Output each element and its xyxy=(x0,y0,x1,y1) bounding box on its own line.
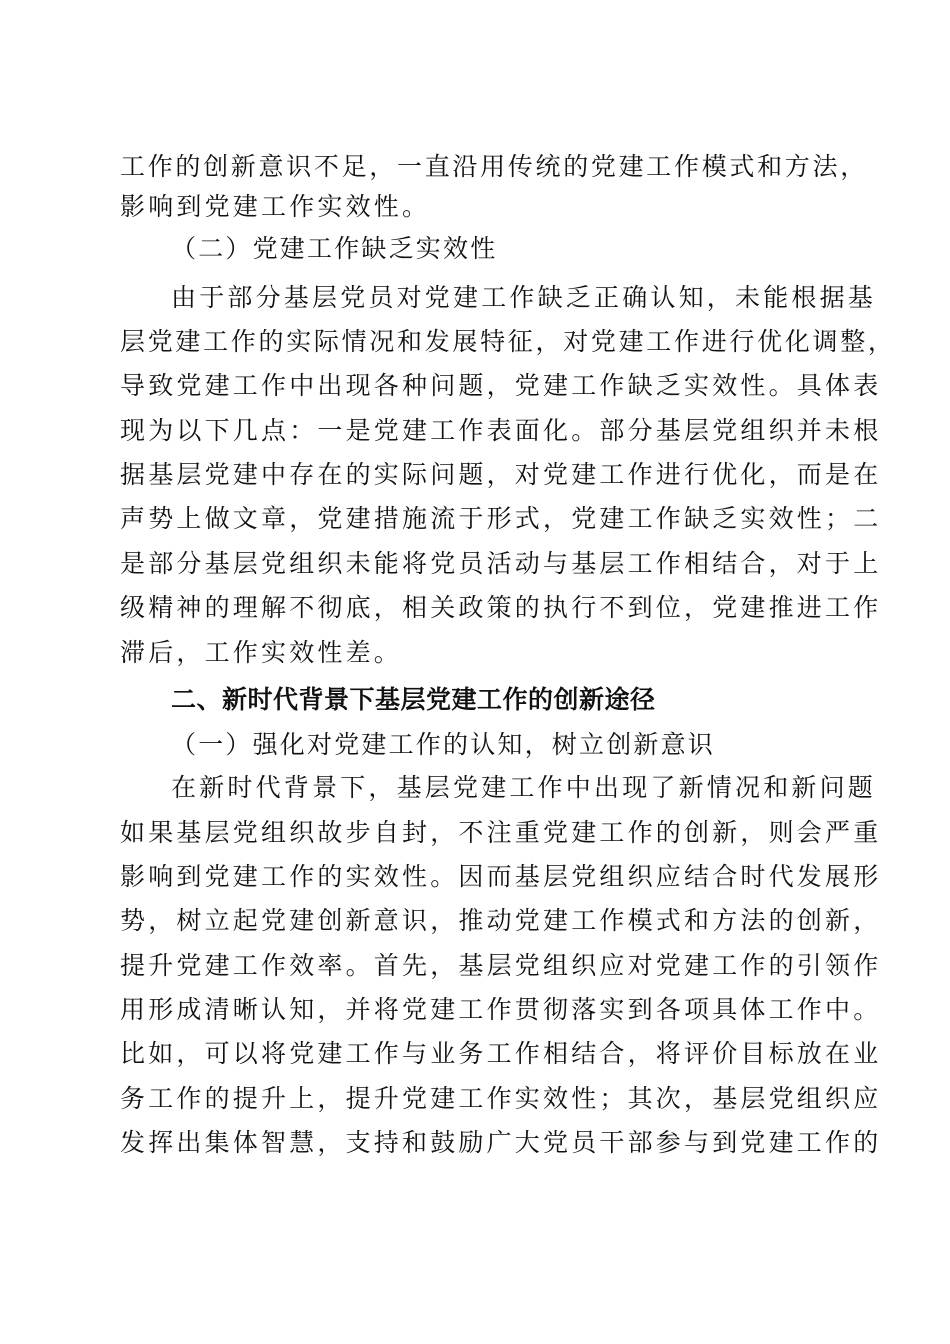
paragraph-line: 现为以下几点：一是党建工作表面化。部分基层党组织并未根 xyxy=(120,416,882,445)
paragraph-line: 由于部分基层党员对党建工作缺乏正确认知，未能根据基 xyxy=(171,283,877,312)
paragraph-line: 影响到党建工作实效性。 xyxy=(120,192,431,221)
paragraph-line: 导致党建工作中出现各种问题，党建工作缺乏实效性。具体表 xyxy=(120,371,882,400)
paragraph-line: 用形成清晰认知，并将党建工作贯彻落实到各项具体工作中。 xyxy=(120,995,882,1024)
paragraph-line: 比如，可以将党建工作与业务工作相结合，将评价目标放在业 xyxy=(120,1039,882,1068)
paragraph-line: 如果基层党组织故步自封，不注重党建工作的创新，则会严重 xyxy=(120,818,882,847)
section-subheading: （二）党建工作缺乏实效性 xyxy=(171,234,498,263)
paragraph-line: 务工作的提升上，提升党建工作实效性；其次，基层党组织应 xyxy=(120,1084,882,1113)
paragraph-line: 声势上做文章，党建措施流于形式，党建工作缺乏实效性；二 xyxy=(120,504,882,533)
section-subheading: （一）强化对党建工作的认知，树立创新意识 xyxy=(171,730,716,759)
paragraph-line: 滞后，工作实效性差。 xyxy=(120,638,403,667)
paragraph-line: 在新时代背景下，基层党建工作中出现了新情况和新问题 xyxy=(171,773,877,802)
paragraph-line: 工作的创新意识不足，一直沿用传统的党建工作模式和方法， xyxy=(120,152,868,181)
section-heading: 二、新时代背景下基层党建工作的创新途径 xyxy=(171,685,656,714)
paragraph-line: 发挥出集体智慧，支持和鼓励广大党员干部参与到党建工作的 xyxy=(120,1128,882,1157)
paragraph-line: 层党建工作的实际情况和发展特征，对党建工作进行优化调整， xyxy=(120,327,896,356)
paragraph-line: 是部分基层党组织未能将党员活动与基层工作相结合，对于上 xyxy=(120,549,882,578)
paragraph-line: 级精神的理解不彻底，相关政策的执行不到位，党建推进工作 xyxy=(120,593,882,622)
paragraph-line: 提升党建工作效率。首先，基层党组织应对党建工作的引领作 xyxy=(120,951,882,980)
paragraph-line: 影响到党建工作的实效性。因而基层党组织应结合时代发展形 xyxy=(120,862,882,891)
paragraph-line: 势，树立起党建创新意识，推动党建工作模式和方法的创新， xyxy=(120,906,882,935)
paragraph-line: 据基层党建中存在的实际问题，对党建工作进行优化，而是在 xyxy=(120,460,882,489)
